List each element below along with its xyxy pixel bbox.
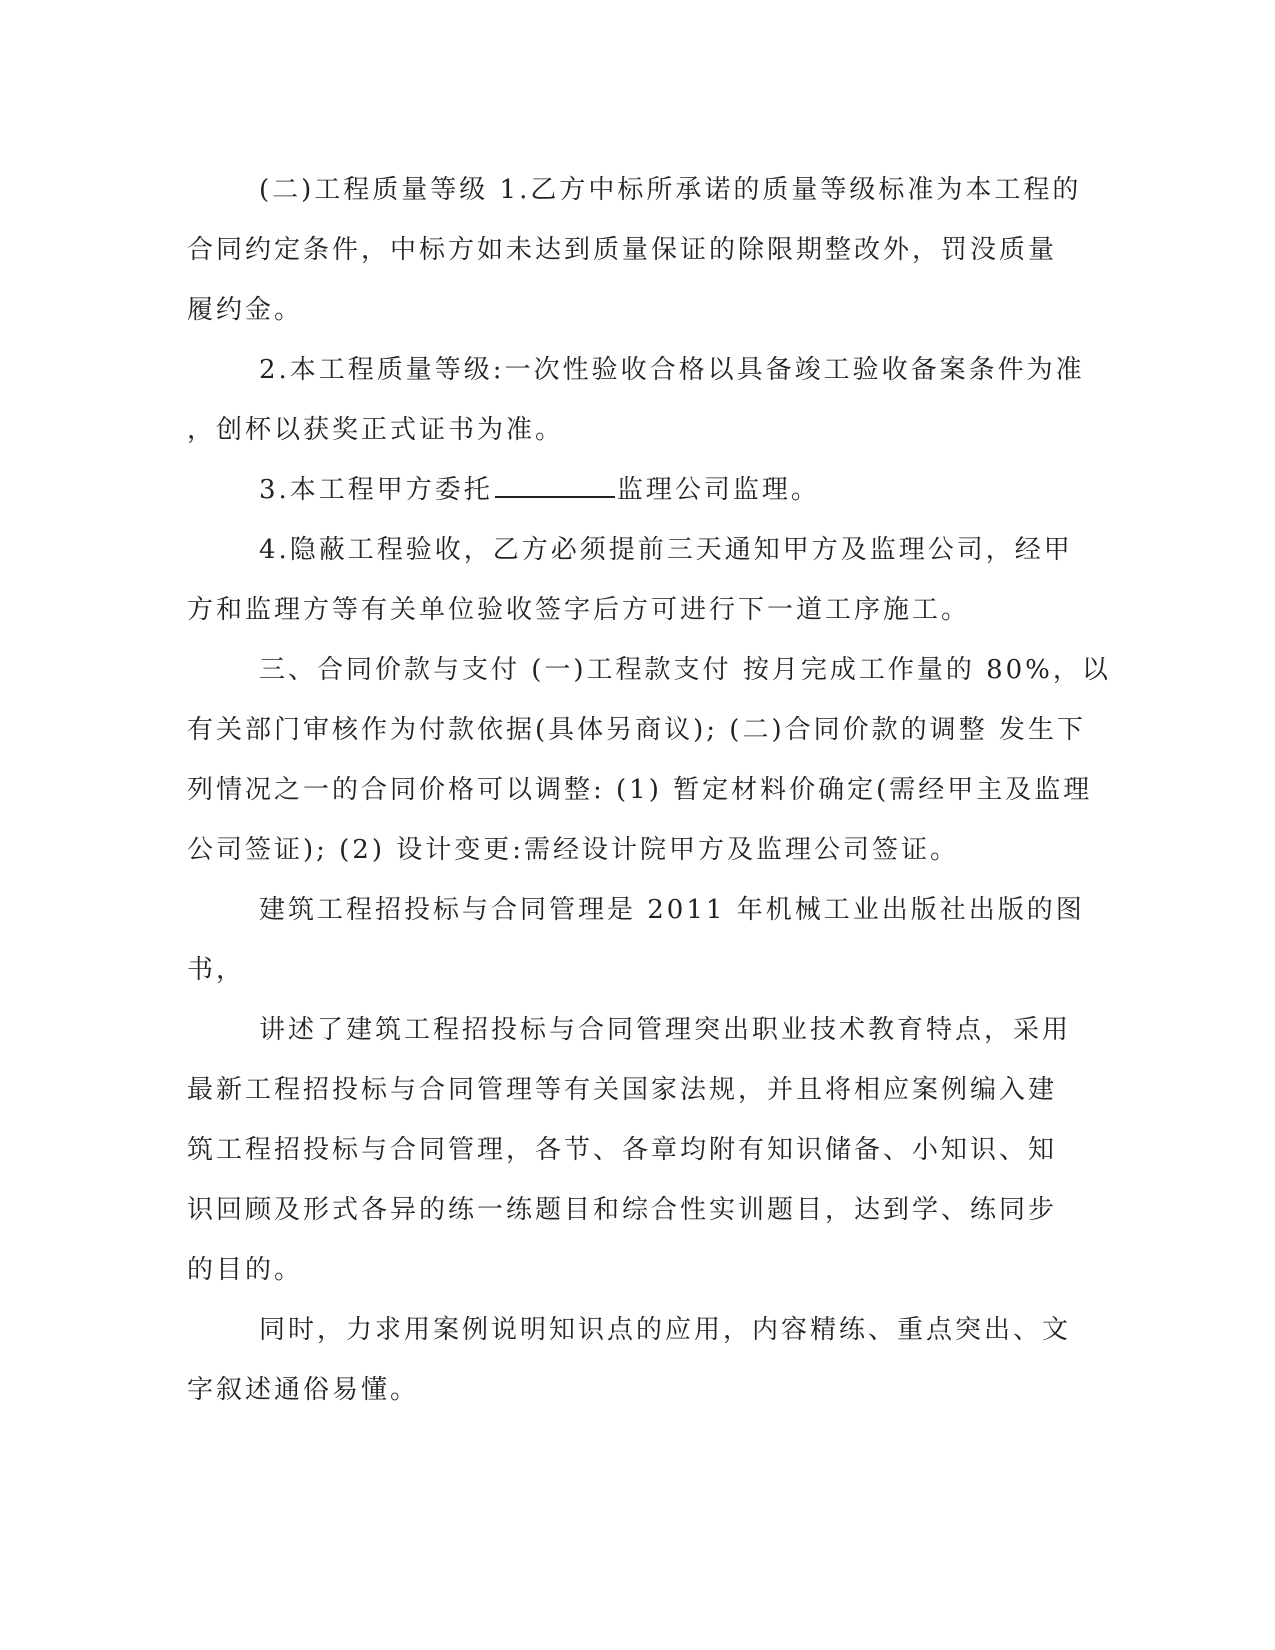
text-line: 方和监理方等有关单位验收签字后方可进行下一道工序施工。 [187,595,971,625]
text-line: 4.隐蔽工程验收，乙方必须提前三天通知甲方及监理公司，经甲 [259,535,1073,565]
text-line: 最新工程招投标与合同管理等有关国家法规，并且将相应案例编入建 [187,1075,1058,1105]
text-line: 履约金。 [187,295,304,325]
paragraph-contract-price [187,640,1111,880]
text-line: 建筑工程招投标与合同管理是 2011 年机械工业出版社出版的图 [259,895,1085,925]
paragraph-quality-level [187,340,1085,460]
text-line: 三、合同价款与支付 (一)工程款支付 按月完成工作量的 80%，以 [259,655,1111,685]
paragraph-quality-grade [187,160,1082,340]
document-body [187,160,1111,1420]
paragraph-book-summary [187,1300,1072,1420]
text-line: ，创杯以获奖正式证书为准。 [187,415,565,445]
text-line: 书， [187,955,246,985]
text-line: 2.本工程质量等级:一次性验收合格以具备竣工验收备案条件为准 [259,355,1085,385]
text-line: 有关部门审核作为付款依据(具体另商议); (二)合同价款的调整 发生下 [187,715,1086,745]
text-after-blank: 监理公司监理。 [616,475,820,505]
fill-in-blank [495,474,615,498]
text-line: 筑工程招投标与合同管理，各节、各章均附有知识储备、小知识、知 [187,1135,1058,1165]
text-line: 同时，力求用案例说明知识点的应用，内容精练、重点突出、文 [259,1315,1072,1345]
text-line: 的目的。 [187,1255,304,1285]
text-line: 字叙述通俗易懂。 [187,1375,420,1405]
text-before-blank: 3.本工程甲方委托 [259,475,493,505]
paragraph-book-description [187,1000,1072,1300]
text-line: 公司签证); (2) 设计变更:需经设计院甲方及监理公司签证。 [187,835,960,865]
text-line: 列情况之一的合同价格可以调整: (1) 暂定材料价确定(需经甲主及监理 [187,775,1093,805]
paragraph-book-intro [187,880,1085,1000]
paragraph-concealed-works [187,520,1072,640]
text-line [187,460,1072,520]
text-line: 讲述了建筑工程招投标与合同管理突出职业技术教育特点，采用 [259,1015,1072,1045]
text-line: 合同约定条件，中标方如未达到质量保证的除限期整改外，罚没质量 [187,235,1058,265]
text-line: (二)工程质量等级 1.乙方中标所承诺的质量等级标准为本工程的 [259,175,1082,205]
text-line: 识回顾及形式各异的练一练题目和综合性实训题目，达到学、练同步 [187,1195,1058,1225]
paragraph-supervision [187,460,1072,520]
